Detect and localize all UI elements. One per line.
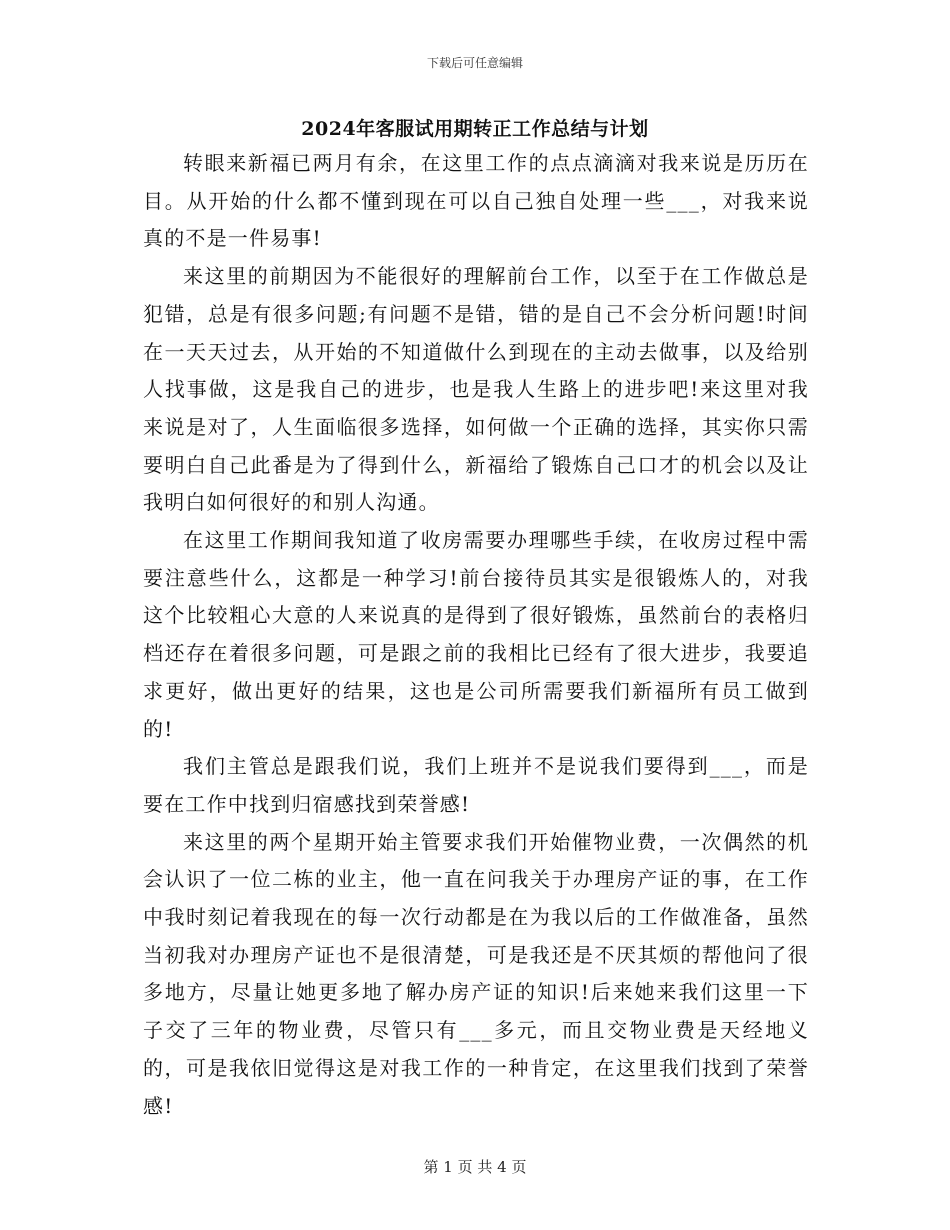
paragraph-3: 在这里工作期间我知道了收房需要办理哪些手续，在收房过程中需要注意些什么，这都是一种学习!前台接待员其实是很锻炼人的，对我这个比较粗心大意的人来说真的是得到了很好锻炼，虽然前台的表格归档还存在着很多问题，可是跟之前的我相比已经有了很大进步，我要追求更好，做出更好的结果，这也是公司所需要我们新福所有员工做到的! (143, 528, 809, 741)
paragraph-1: 转眼来新福已两月有余，在这里工作的点点滴滴对我来说是历历在目。从开始的什么都不懂到现在可以自己独自处理一些___，对我来说真的不是一件易事! (143, 151, 809, 251)
page-number-footer: 第 1 页 共 4 页 (423, 1158, 527, 1176)
document-title: 2024年客服试用期转正工作总结与计划 (301, 118, 649, 140)
page-header-note: 下载后可任意编辑 (426, 56, 523, 70)
document-body (143, 145, 809, 1125)
paragraph-2: 来这里的前期因为不能很好的理解前台工作，以至于在工作做总是犯错，总是有很多问题;有问题不是错，错的是自己不会分析问题!时间在一天天过去，从开始的不知道做什么到现在的主动去做事，以及给别人找事做，这是我自己的进步，也是我人生路上的进步吧!来这里对我来说是对了，人生面临很多选择，如何做一个正确的选择，其实你只需要明白自己此番是为了得到什么，新福给了锻炼自己口才的机会以及让我明白如何很好的和别人沟通。 (143, 264, 809, 515)
paragraph-4: 我们主管总是跟我们说，我们上班并不是说我们要得到___，而是要在工作中找到归宿感找到荣誉感! (143, 754, 809, 816)
paragraph-5: 来这里的两个星期开始主管要求我们开始催物业费，一次偶然的机会认识了一位二栋的业主，他一直在问我关于办理房产证的事，在工作中我时刻记着我现在的每一次行动都是在为我以后的工作做准备，虽然当初我对办理房产证也不是很清楚，可是我还是不厌其烦的帮他问了很多地方，尽量让她更多地了解办房产证的知识!后来她来我们这里一下子交了三年的物业费，尽管只有___多元，而且交物业费是天经地义的，可是我依旧觉得这是对我工作的一种肯定，在这里我们找到了荣誉感! (143, 829, 809, 1118)
